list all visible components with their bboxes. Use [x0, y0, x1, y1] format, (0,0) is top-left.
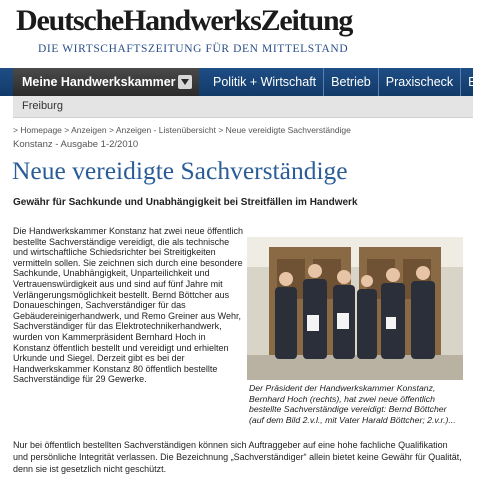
breadcrumb-listenuebersicht[interactable]: Anzeigen - Listenübersicht: [115, 125, 216, 135]
issue-label: Konstanz - Ausgabe 1-2/2010: [13, 139, 139, 150]
nav-link-expe[interactable]: Expe: [468, 75, 497, 89]
breadcrumb: [13, 125, 351, 135]
nav-link-politik-wirtschaft[interactable]: Politik + Wirtschaft: [206, 68, 324, 96]
article-photo[interactable]: [247, 237, 463, 380]
nav-links: [206, 68, 504, 96]
nav-meine-handwerkskammer-label: Meine Handwerkskammer: [22, 75, 176, 89]
breadcrumb-homepage[interactable]: Homepage: [20, 125, 62, 135]
nav-link-praxischeck[interactable]: Praxischeck: [379, 68, 461, 96]
breadcrumb-separator: >: [61, 125, 72, 135]
sub-navigation: [13, 96, 473, 118]
breadcrumb-separator: >: [215, 125, 226, 135]
masthead: [0, 0, 473, 68]
photo-caption: Der Präsident der Handwerkskammer Konstanz, Bernhard Hoch (rechts), hat zwei neue öffentlich bestellte Sachverständige vereidigt: Bernd Böttcher (auf dem Bild 2.v.l., mit Vater Harald Böttcher; 2.v.r.)...: [249, 383, 456, 425]
breadcrumb-current: Neue vereidigte Sachverständige: [225, 125, 351, 135]
breadcrumb-prefix: >: [13, 125, 21, 135]
chevron-down-icon: [181, 79, 189, 85]
site-logo[interactable]: DeutscheHandwerksZeitung: [16, 4, 353, 37]
breadcrumb-anzeigen[interactable]: Anzeigen: [71, 125, 107, 135]
article-body-paragraph-2: Nur bei öffentlich bestellten Sachverständigen können sich Auftraggeber auf eine hohe fachliche Qualifikation und persönliche Integrität verlassen. Die Bezeichnung „Sachverständiger“ allein bietet keine Gewähr für Qualität, denn sie ist gesetzlich nicht geschützt.: [13, 440, 462, 474]
dropdown-button[interactable]: [178, 75, 192, 89]
nav-link-betrieb[interactable]: Betrieb: [324, 68, 379, 96]
article-title: Neue vereidigte Sachverständige: [12, 156, 348, 185]
article-body-paragraph: Die Handwerkskammer Konstanz hat zwei neue öffentlich bestellte Sachverständige vereidigt, die als technische und wirtschaftliche Schiedsrichter bei Streitigkeiten vermitteln sollen. Sie zeichnen sich durch eine besondere Sachkunde, Unabhängigkeit, Unparteilichkeit und Vertrauenswürdigkeit aus und sind auf fünf Jahre mit Verlängerungsmöglichkeit bestellt. Bernd Böttcher aus Donaueschingen, Sachverständiger für das Gebäudereinigerhandwerk, und Remo Greiner aus Wehr, Sachverständiger für das Elektrotechnikerhandwerk, wurden von Kammerpräsident Bernhard Hoch in Konstanz öffentlich bestellt und vereidigt und erhielten Urkunde und Siegel. Derzeit gibt es bei der Handwerkskammer Konstanz 80 öffentlich bestellte Sachverständige für 29 Gewerke.: [13, 226, 243, 385]
main-navigation: [0, 68, 497, 96]
article-figure: [247, 237, 463, 425]
breadcrumb-separator: >: [106, 125, 116, 135]
nav-meine-handwerkskammer[interactable]: [13, 68, 199, 96]
subnav-item-freiburg[interactable]: Freiburg: [22, 100, 63, 112]
site-tagline: DIE WIRTSCHAFTSZEITUNG FÜR DEN MITTELSTAND: [38, 43, 349, 55]
article-subtitle: Gewähr für Sachkunde und Unabhängigkeit bei Streitfällen im Handwerk: [13, 197, 358, 208]
